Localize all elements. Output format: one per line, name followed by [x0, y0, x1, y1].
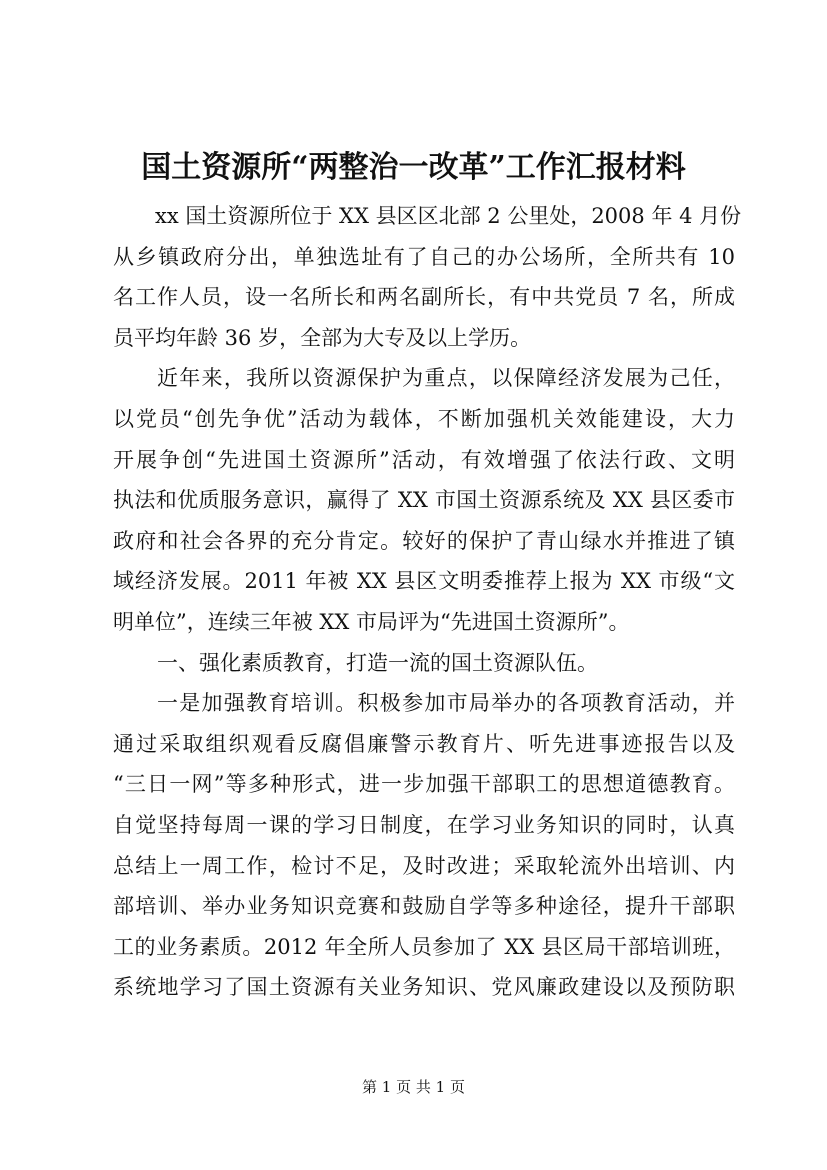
paragraph-2-line-6: 域经济发展。2011 年被 XX 县区文明委推荐上报为 XX 市级“文 [113, 569, 735, 594]
paragraph-2-line-1: 近年来，我所以资源保护为重点，以保障经济发展为己任， [157, 366, 735, 391]
document-title: 国土资源所“两整治一改革”工作汇报材料 [141, 150, 686, 185]
paragraph-3-line-7: 工的业务素质。2012 年全所人员参加了 XX 县区局干部培训班， [113, 934, 735, 959]
paragraph-1-line-3: 名工作人员，设一名所长和两名副所长，有中共党员 7 名，所成 [113, 285, 735, 310]
paragraph-3-line-3: “三日一网”等多种形式，进一步加强干部职工的思想道德教育。 [113, 772, 735, 797]
paragraph-3-line-5: 总结上一周工作，检讨不足，及时改进；采取轮流外出培训、内 [113, 853, 735, 878]
paragraph-3-line-2: 通过采取组织观看反腐倡廉警示教育片、听先进事迹报告以及 [113, 731, 735, 756]
section-heading-1: 一、强化素质教育，打造一流的国土资源队伍。 [157, 650, 598, 675]
paragraph-2-line-7: 明单位”，连续三年被 XX 市局评为“先进国土资源所”。 [113, 609, 630, 634]
page-number-footer: 第 1 页 共 1 页 [362, 1078, 465, 1096]
paragraph-3-line-8: 系统地学习了国土资源有关业务知识、党风廉政建设以及预防职 [113, 975, 735, 1000]
paragraph-2-line-4: 执法和优质服务意识，赢得了 XX 市国土资源系统及 XX 县区委市 [113, 488, 735, 513]
paragraph-3-line-6: 部培训、举办业务知识竞赛和鼓励自学等多种途径，提升干部职 [113, 894, 735, 919]
paragraph-1-line-2: 从乡镇政府分出，单独选址有了自己的办公场所，全所共有 10 [113, 244, 735, 269]
paragraph-2-line-3: 开展争创“先进国土资源所”活动，有效增强了依法行政、文明 [113, 447, 735, 472]
document-body [113, 196, 742, 1008]
paragraph-1-line-4: 员平均年龄 36 岁，全部为大专及以上学历。 [113, 325, 532, 350]
paragraph-2-line-5: 政府和社会各界的充分肯定。较好的保护了青山绿水并推进了镇 [113, 528, 735, 553]
paragraph-2-line-2: 以党员“创先争优”活动为载体，不断加强机关效能建设，大力 [113, 406, 735, 431]
paragraph-3-line-4: 自觉坚持每周一课的学习日制度，在学习业务知识的同时，认真 [113, 812, 735, 837]
paragraph-3-line-1: 一是加强教育培训。积极参加市局举办的各项教育活动，并 [157, 691, 735, 716]
paragraph-1-line-1: xx 国土资源所位于 XX 县区区北部 2 公里处，2008 年 4 月份 [155, 204, 742, 228]
